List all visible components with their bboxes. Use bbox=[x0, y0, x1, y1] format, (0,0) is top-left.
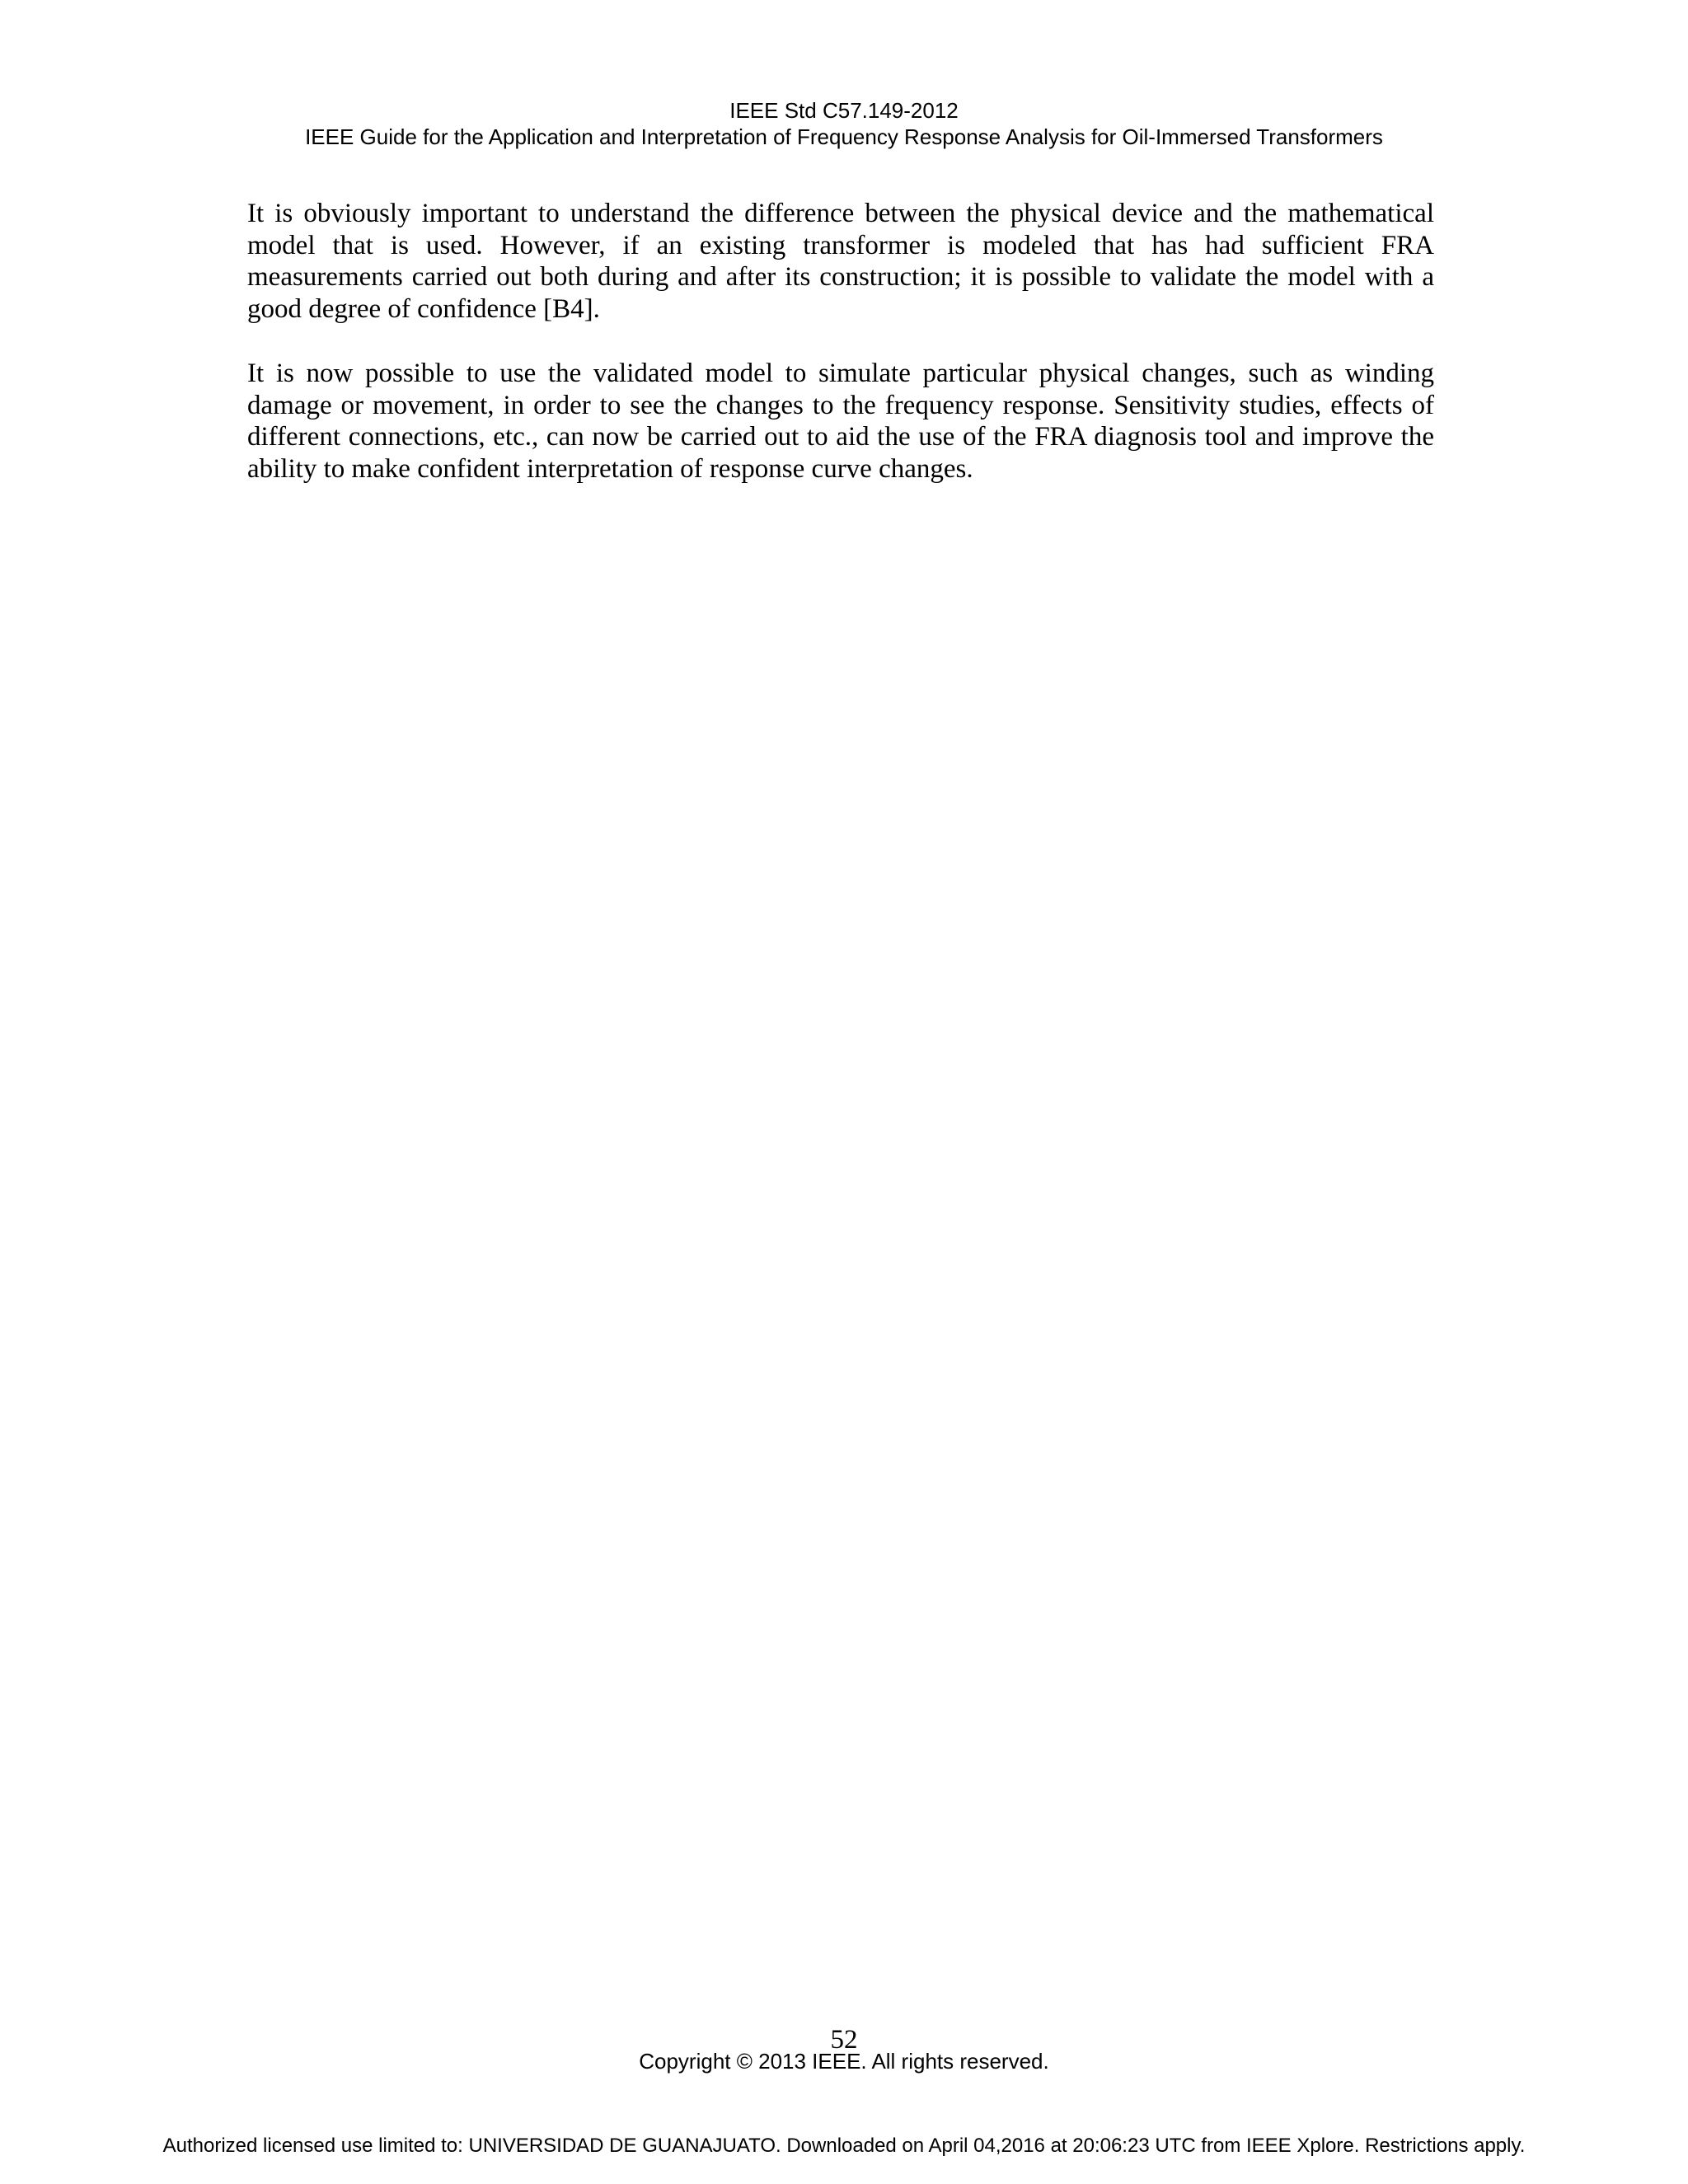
standard-number: IEEE Std C57.149-2012 bbox=[729, 98, 959, 123]
license-notice: Authorized licensed use limited to: UNIVERSIDAD DE GUANAJUATO. Downloaded on April 04,2016 at 20:06:23 UTC from IEEE Xplore. Restrictions apply. bbox=[162, 2135, 1526, 2157]
copyright-notice: Copyright © 2013 IEEE. All rights reserved. bbox=[639, 2049, 1049, 2074]
body-paragraph-1: It is obviously important to understand the difference between the physical device and the mathematical model that is used. However, if an existing transformer is modeled that has had sufficient FRA measurements carried out both during and after its construction; it is possible to validate the model with a good degree of confidence [B4]. bbox=[247, 199, 1434, 324]
body-paragraph-2: It is now possible to use the validated model to simulate particular physical changes, such as winding damage or movement, in order to see the changes to the frequency response. Sensitivity studies, effects of different connections, etc., can now be carried out to aid the use of the FRA diagnosis tool and improve the ability to make confident interpretation of response curve changes. bbox=[247, 359, 1434, 484]
document-title: IEEE Guide for the Application and Interpretation of Frequency Response Analysis for Oil-Immersed Transformers bbox=[305, 124, 1383, 149]
page-number: 52 bbox=[830, 2025, 858, 2055]
running-header bbox=[0, 97, 1688, 150]
